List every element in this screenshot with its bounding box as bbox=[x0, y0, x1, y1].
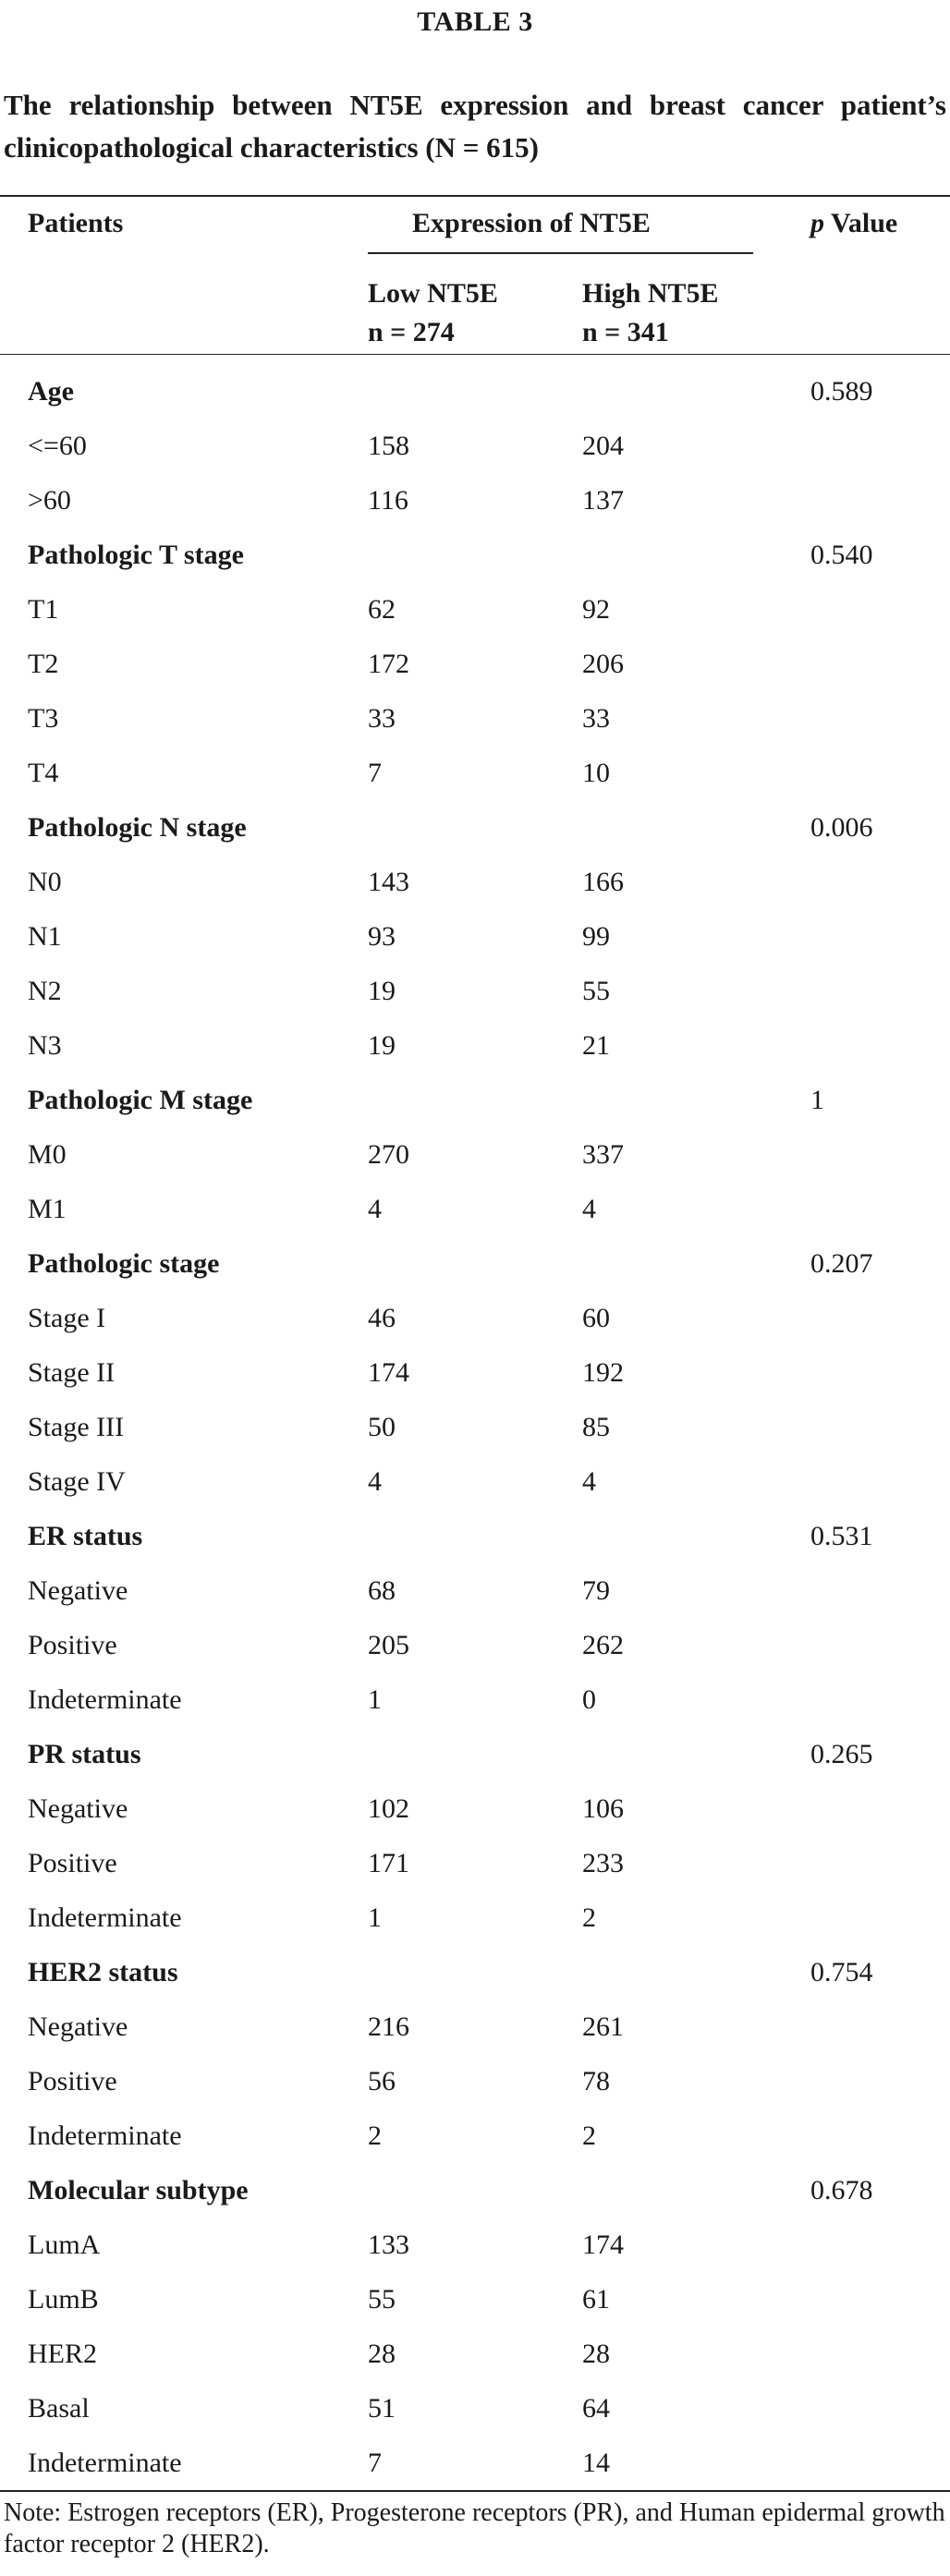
row-label: Pathologic N stage bbox=[28, 812, 247, 843]
row-label: ER status bbox=[28, 1521, 143, 1551]
row-label: Stage I bbox=[28, 1303, 106, 1333]
low-nt5e-cell: 28 bbox=[368, 2339, 396, 2369]
header-p-rest: Value bbox=[830, 208, 898, 238]
table-row bbox=[0, 909, 950, 964]
table-row bbox=[0, 582, 950, 637]
table-row bbox=[0, 2218, 950, 2272]
table-row bbox=[0, 1018, 950, 1073]
row-label: Positive bbox=[28, 1630, 117, 1660]
table-row bbox=[0, 1618, 950, 1672]
header-patients: Patients bbox=[28, 208, 124, 238]
low-nt5e-cell: 19 bbox=[368, 1030, 396, 1061]
row-label: N0 bbox=[28, 867, 62, 897]
section-row bbox=[0, 1073, 950, 1127]
row-label: Stage II bbox=[28, 1357, 116, 1388]
row-label: Positive bbox=[28, 1848, 117, 1878]
table-row bbox=[0, 2381, 950, 2436]
row-label: Basal bbox=[28, 2393, 90, 2424]
low-nt5e-cell: 7 bbox=[368, 2448, 382, 2478]
data-table bbox=[0, 195, 950, 2492]
low-nt5e-cell: 46 bbox=[368, 1303, 396, 1333]
table-row bbox=[0, 1345, 950, 1400]
p-value-cell: 0.589 bbox=[810, 376, 873, 407]
high-nt5e-cell: 262 bbox=[582, 1630, 624, 1660]
high-nt5e-cell: 61 bbox=[582, 2284, 610, 2315]
high-nt5e-cell: 10 bbox=[582, 758, 610, 788]
high-nt5e-cell: 206 bbox=[582, 649, 624, 679]
row-label: Pathologic T stage bbox=[28, 540, 244, 570]
header-expression: Expression of NT5E bbox=[412, 208, 651, 238]
high-nt5e-cell: 2 bbox=[582, 2120, 596, 2151]
table-row bbox=[0, 1127, 950, 1182]
table-row bbox=[0, 2054, 950, 2108]
table-row bbox=[0, 964, 950, 1018]
p-value-cell: 0.754 bbox=[810, 1957, 873, 1987]
row-label: Stage III bbox=[28, 1412, 125, 1442]
low-nt5e-cell: 19 bbox=[368, 976, 396, 1006]
section-row bbox=[0, 1727, 950, 1781]
low-nt5e-cell: 174 bbox=[368, 1357, 409, 1388]
high-nt5e-cell: 174 bbox=[582, 2230, 624, 2260]
p-value-cell: 1 bbox=[810, 1085, 824, 1115]
high-nt5e-cell: 4 bbox=[582, 1194, 596, 1224]
table-row bbox=[0, 1999, 950, 2054]
row-label: Negative bbox=[28, 1793, 128, 1824]
row-label: Stage IV bbox=[28, 1466, 126, 1497]
row-label: HER2 status bbox=[28, 1957, 178, 1987]
high-nt5e-cell: 166 bbox=[582, 867, 624, 897]
low-nt5e-cell: 93 bbox=[368, 921, 396, 952]
row-label: M0 bbox=[28, 1139, 67, 1170]
section-row bbox=[0, 800, 950, 855]
high-nt5e-cell: 4 bbox=[582, 1466, 596, 1497]
low-nt5e-cell: 68 bbox=[368, 1575, 396, 1606]
low-nt5e-cell: 133 bbox=[368, 2230, 409, 2260]
table-row bbox=[0, 419, 950, 473]
low-nt5e-cell: 116 bbox=[368, 485, 408, 516]
p-value-cell: 0.006 bbox=[810, 812, 873, 843]
table-row bbox=[0, 1563, 950, 1618]
row-label: N2 bbox=[28, 976, 62, 1006]
low-nt5e-cell: 270 bbox=[368, 1139, 409, 1170]
low-nt5e-cell: 4 bbox=[368, 1466, 382, 1497]
p-value-cell: 0.678 bbox=[810, 2175, 873, 2205]
table-label: TABLE 3 bbox=[417, 6, 533, 37]
row-label: HER2 bbox=[28, 2339, 97, 2369]
p-value-cell: 0.265 bbox=[810, 1739, 873, 1769]
row-label: Pathologic M stage bbox=[28, 1085, 253, 1115]
low-nt5e-cell: 171 bbox=[368, 1848, 409, 1878]
table-row bbox=[0, 1890, 950, 1945]
section-row bbox=[0, 364, 950, 419]
high-nt5e-cell: 337 bbox=[582, 1139, 624, 1170]
row-label: Indeterminate bbox=[28, 1684, 182, 1715]
table-row bbox=[0, 2436, 950, 2490]
header-p-value bbox=[810, 204, 897, 243]
table-row bbox=[0, 1672, 950, 1727]
row-label: <=60 bbox=[28, 431, 87, 461]
row-label: Positive bbox=[28, 2066, 117, 2096]
table-caption: The relationship between NT5E expression and breast cancer patient’s clinicopathological characteristics (N = 615) bbox=[4, 89, 946, 164]
bottom-rule bbox=[0, 2490, 950, 2492]
p-value-cell: 0.540 bbox=[810, 540, 873, 570]
p-value-cell: 0.531 bbox=[810, 1521, 873, 1551]
table-row bbox=[0, 1836, 950, 1890]
table-body bbox=[0, 355, 950, 2490]
table-note: Note: Estrogen receptors (ER), Progesterone receptors (PR), and Human epidermal growth factor receptor 2 (HER2). bbox=[4, 2498, 945, 2558]
high-nt5e-cell: 14 bbox=[582, 2448, 610, 2478]
table-row bbox=[0, 746, 950, 800]
low-nt5e-cell: 62 bbox=[368, 594, 396, 625]
row-label: Indeterminate bbox=[28, 2448, 182, 2478]
low-nt5e-cell: 158 bbox=[368, 431, 409, 461]
row-label: T2 bbox=[28, 649, 59, 679]
table-row bbox=[0, 473, 950, 528]
high-nt5e-cell: 21 bbox=[582, 1030, 610, 1061]
row-label: >60 bbox=[28, 485, 71, 516]
high-nt5e-cell: 85 bbox=[582, 1412, 610, 1442]
low-nt5e-cell: 1 bbox=[368, 1684, 382, 1715]
table-row bbox=[0, 2108, 950, 2163]
table-row bbox=[0, 637, 950, 691]
row-label: T3 bbox=[28, 703, 59, 734]
row-label: N1 bbox=[28, 921, 62, 952]
high-nt5e-cell: 28 bbox=[582, 2339, 610, 2369]
high-nt5e-cell: 137 bbox=[582, 485, 624, 516]
section-row bbox=[0, 528, 950, 582]
low-nt5e-cell: 55 bbox=[368, 2284, 396, 2315]
row-label: Pathologic stage bbox=[28, 1248, 220, 1279]
section-row bbox=[0, 1509, 950, 1563]
row-label: Negative bbox=[28, 2011, 128, 2042]
low-nt5e-cell: 4 bbox=[368, 1194, 382, 1224]
high-nt5e-cell: 192 bbox=[582, 1357, 624, 1388]
high-nt5e-cell: 204 bbox=[582, 431, 624, 461]
section-row bbox=[0, 2163, 950, 2218]
row-label: Molecular subtype bbox=[28, 2175, 249, 2205]
row-label: T4 bbox=[28, 758, 59, 788]
high-nt5e-cell: 60 bbox=[582, 1303, 610, 1333]
high-nt5e-cell: 99 bbox=[582, 921, 610, 952]
row-label: LumB bbox=[28, 2284, 99, 2315]
low-nt5e-cell: 56 bbox=[368, 2066, 396, 2096]
section-row bbox=[0, 1236, 950, 1291]
table-row bbox=[0, 1182, 950, 1236]
high-nt5e-cell: 261 bbox=[582, 2011, 624, 2042]
header-p-italic: p bbox=[810, 208, 824, 238]
row-label: N3 bbox=[28, 1030, 62, 1061]
high-nt5e-cell: 233 bbox=[582, 1848, 624, 1878]
high-nt5e-cell: 33 bbox=[582, 703, 610, 734]
high-nt5e-cell: 106 bbox=[582, 1793, 624, 1824]
row-label: PR status bbox=[28, 1739, 141, 1769]
p-value-cell: 0.207 bbox=[810, 1248, 873, 1279]
low-nt5e-cell: 143 bbox=[368, 867, 409, 897]
row-label: Indeterminate bbox=[28, 2120, 182, 2151]
high-nt5e-cell: 92 bbox=[582, 594, 610, 625]
high-nt5e-cell: 55 bbox=[582, 976, 610, 1006]
low-nt5e-cell: 216 bbox=[368, 2011, 409, 2042]
high-nt5e-cell: 0 bbox=[582, 1684, 596, 1715]
table-row bbox=[0, 691, 950, 746]
low-nt5e-cell: 2 bbox=[368, 2120, 382, 2151]
table-row bbox=[0, 1781, 950, 1836]
low-nt5e-cell: 172 bbox=[368, 649, 409, 679]
table-row bbox=[0, 1454, 950, 1509]
table-header bbox=[0, 197, 950, 354]
row-label: LumA bbox=[28, 2230, 101, 2260]
header-low-line2: n = 274 bbox=[368, 317, 455, 347]
section-row bbox=[0, 1945, 950, 1999]
row-label: Age bbox=[28, 376, 74, 407]
table-row bbox=[0, 855, 950, 909]
high-nt5e-cell: 2 bbox=[582, 1902, 596, 1933]
low-nt5e-cell: 50 bbox=[368, 1412, 396, 1442]
row-label: Negative bbox=[28, 1575, 128, 1606]
low-nt5e-cell: 33 bbox=[368, 703, 396, 734]
table-row bbox=[0, 1291, 950, 1345]
expression-span-rule bbox=[368, 252, 753, 254]
low-nt5e-cell: 1 bbox=[368, 1902, 382, 1933]
row-label: Indeterminate bbox=[28, 1902, 182, 1933]
low-nt5e-cell: 51 bbox=[368, 2393, 396, 2424]
low-nt5e-cell: 7 bbox=[368, 758, 382, 788]
header-low-line1: Low NT5E bbox=[368, 278, 498, 309]
high-nt5e-cell: 78 bbox=[582, 2066, 610, 2096]
table-row bbox=[0, 2272, 950, 2327]
row-label: T1 bbox=[28, 594, 59, 625]
header-high-line2: n = 341 bbox=[582, 317, 669, 347]
low-nt5e-cell: 102 bbox=[368, 1793, 409, 1824]
low-nt5e-cell: 205 bbox=[368, 1630, 409, 1660]
high-nt5e-cell: 64 bbox=[582, 2393, 610, 2424]
table-row bbox=[0, 2327, 950, 2381]
table-row bbox=[0, 1400, 950, 1454]
header-high-line1: High NT5E bbox=[582, 278, 719, 309]
high-nt5e-cell: 79 bbox=[582, 1575, 610, 1606]
row-label: M1 bbox=[28, 1194, 67, 1224]
